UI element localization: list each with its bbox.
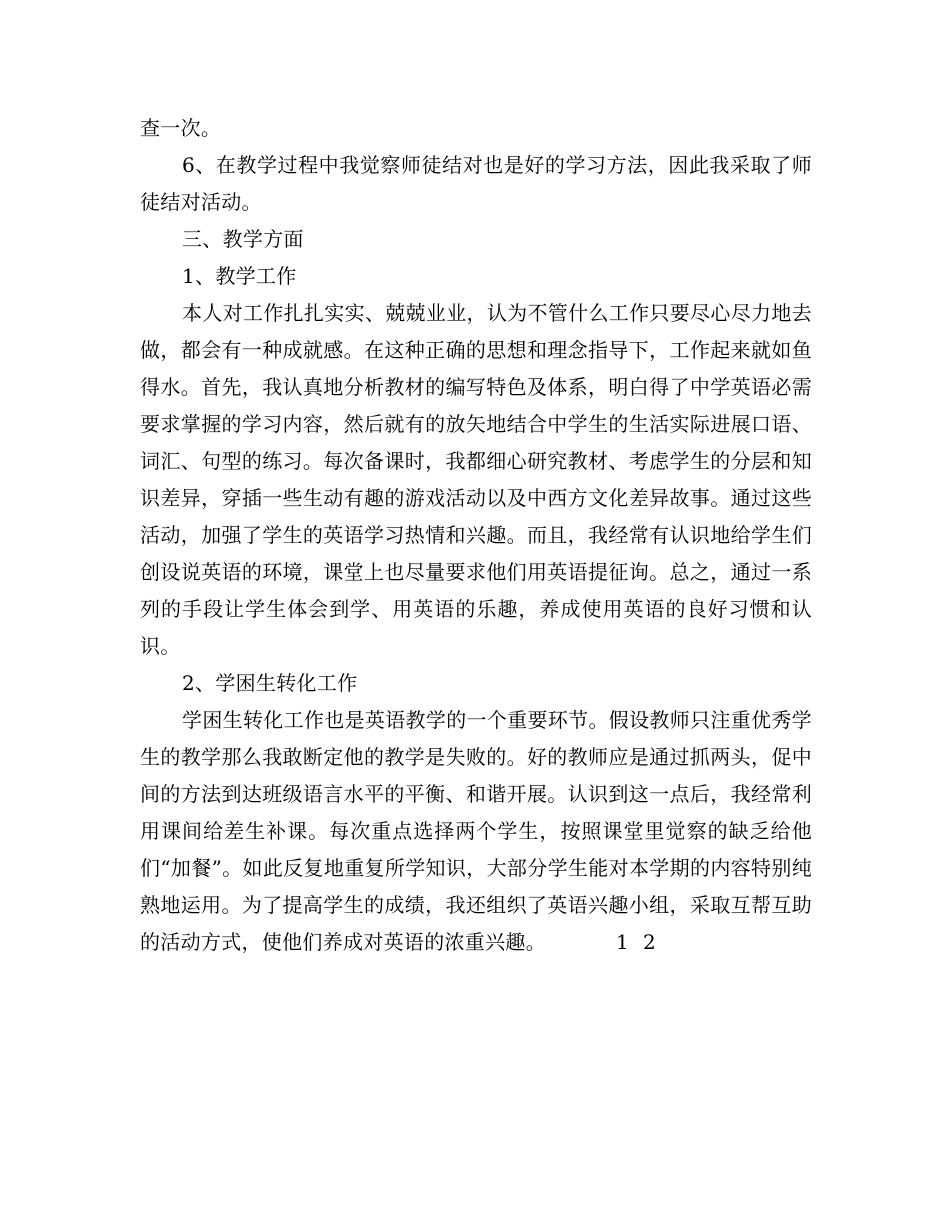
paragraph: 查一次。: [140, 116, 222, 140]
paragraph: 6、在教学过程中我觉察师徒结对也是好的学习方法，因此我采取了师徒结对活动。: [140, 153, 812, 214]
paragraph-last: [140, 702, 812, 961]
section-heading: 三、教学方面: [182, 227, 304, 251]
subsection-heading: 2、学困生转化工作: [182, 671, 358, 695]
page-number: 2: [643, 930, 657, 954]
document-body: [140, 110, 812, 961]
paragraph-text: 学困生转化工作也是英语教学的一个重要环节。假设教师只注重优秀学生的教学那么我敢断定他的教学是失败的。好的教师应是通过抓两头，促中间的方法到达班级语言水平的平衡、和谐开展。认识到这一点后，我经常利用课间给差生补课。每次重点选择两个学生，按照课堂里觉察的缺乏给他们“加餐”。如此反复地重复所学知识，大部分学生能对本学期的内容特别纯熟地运用。为了提高学生的成绩，我还组织了英语兴趣小组，采取互帮互助的活动方式，使他们养成对英语的浓重兴趣。: [140, 708, 812, 954]
page-number: 1: [616, 930, 630, 954]
subsection-heading: 1、教学工作: [182, 264, 297, 288]
paragraph: 本人对工作扎扎实实、兢兢业业，认为不管什么工作只要尽心尽力地去做，都会有一种成就感。在这种正确的思想和理念指导下，工作起来就如鱼得水。首先，我认真地分析教材的编写特色及体系，明白得了中学英语必需要求掌握的学习内容，然后就有的放矢地结合中学生的生活实际进展口语、词汇、句型的练习。每次备课时，我都细心研究教材、考虑学生的分层和知识差异，穿插一些生动有趣的游戏活动以及中西方文化差异故事。通过这些活动，加强了学生的英语学习热情和兴趣。而且，我经常有认识地给学生们创设说英语的环境，课堂上也尽量要求他们用英语提征询。总之，通过一系列的手段让学生体会到学、用英语的乐趣，养成使用英语的良好习惯和认识。: [140, 301, 812, 658]
page-numbers: [574, 924, 670, 961]
